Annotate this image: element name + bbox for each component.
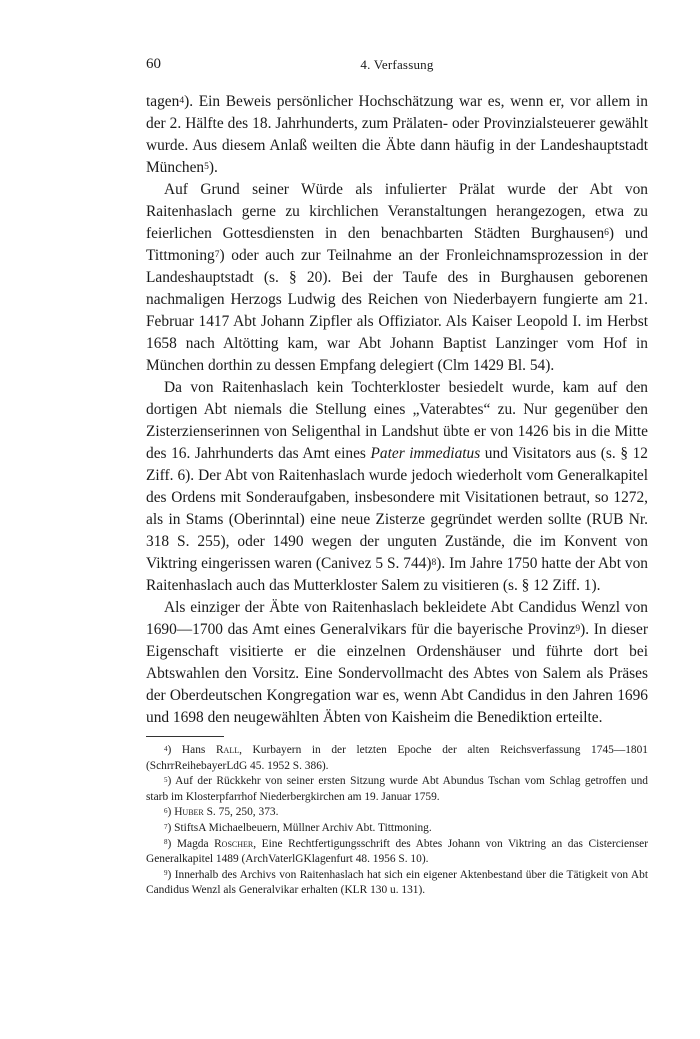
footnote [146, 868, 648, 899]
text-run: , Eine Rechtfertigungsschrift des Abtes Johann von Viktring an das Cistercienser Generalkapitel 1489 (ArchVaterlGKlagenfurt 48. 1956 S. 10). [146, 837, 648, 866]
page-number: 60 [146, 56, 161, 72]
author-name: Rall [215, 744, 240, 756]
text-run: ) und Tittmoning [146, 225, 649, 264]
footnote-marker: 6 [604, 226, 609, 238]
footnote [146, 821, 648, 837]
main-text [146, 91, 648, 899]
footnote-divider [146, 736, 224, 737]
text-run: Da von Raitenhaslach kein Tochterkloster besiedelt wurde, kam auf den dortigen Abt niemals die Stellung eines „Vaterabtes“ zu. Nur gegenüber den Zisterzienserinnen von Seligenthal in Landshut übte er von 1426 bis in die Mitte des 16. Jahrhunderts das Amt eines [146, 379, 648, 462]
footnote-marker: 4 [164, 744, 168, 753]
text-run: ). In dieser Eigenschaft visitierte er die einzelnen Ordenshäuser und führte dort bei Abtswahlen den Vorsitz. Eine Sondervollmacht des Abtes von Salem als Präses der Oberdeutschen Kongregation war es, wenn Abt Candidus in den Jahren 1696 und 1698 den neugewählten Äbten von Kaisheim die Benediktion erteilte. [146, 621, 648, 726]
footnote [146, 837, 648, 868]
footnote-marker: 5 [164, 775, 168, 784]
footnote [146, 774, 648, 805]
footnote-marker: 7 [214, 248, 220, 260]
author-name: Huber [174, 806, 204, 819]
text-run: ). Im Jahre 1750 hatte der Abt von Raitenhaslach auch das Mutterkloster Salem zu visitieren (s. § 12 Ziff. 1). [146, 555, 649, 594]
footnote [146, 805, 648, 821]
footnote-marker: 9 [164, 869, 168, 878]
text-run: , Kurbayern in der letzten Epoche der alten Reichsverfassung 1745—1801 (SchrrReihebayerLdG 45. 1952 S. 386). [146, 744, 649, 772]
text-run: ) StiftsA Michaelbeuern, Müllner Archiv Abt. Tittmoning. [167, 821, 432, 834]
footnote-marker: 9 [575, 622, 581, 634]
footnotes [146, 743, 648, 899]
author-name: Roscher [214, 837, 254, 850]
text-run: ). [208, 159, 218, 176]
italic-term: Pater immediatus [370, 445, 481, 462]
paragraph [146, 91, 648, 179]
footnote-marker: 8 [164, 838, 168, 847]
text-run: ) oder auch zur Teilnahme an der Fronleichnamsprozession in der Landeshauptstadt (s. § 20). Bei der Taufe des in Burghausen geborenen nachmaligen Herzogs Ludwig des Reichen von Niederbayern fungierte am 21. Februar 1417 Abt Johann Zipfler als Offiziator. Als Kaiser Leopold I. im Herbst 1658 nach Altötting kam, war Abt Johann Baptist Lanzinger vom Hof in München dorthin zu dessen Empfang delegiert (Clm 1429 Bl. 54). [146, 247, 648, 374]
text-run: und Visitators aus (s. § 12 Ziff. 6). Der Abt von Raitenhaslach wurde jedoch wiederholt vom Generalkapitel des Ordens mit Sonderaufgaben, insbesondere mit Visitationen betraut, so 1272, als in Stams (Oberinntal) eine neue Zisterze gegründet werden sollte (RUB Nr. 318 S. 255), oder 1490 wegen der unguten Zustände, die im Konvent von Viktring eingerissen waren (Canivez 5 S. 744) [146, 445, 648, 572]
footnote [146, 743, 648, 774]
footnote-marker: 8 [431, 556, 437, 568]
paragraph [146, 377, 648, 597]
text-run: ) Magda [167, 837, 215, 850]
footnote-marker: 6 [164, 806, 168, 815]
text-run: Auf Grund seiner Würde als infulierter Prälat wurde der Abt von Raitenhaslach gerne zu kirchlichen Veranstaltungen herangezogen, etwa zu feierlichen Gottesdiensten in den benachbarten Städten Burghausen [146, 181, 648, 242]
text-run: ). Ein Beweis persönlicher Hochschätzung war es, wenn er, vor allem in der 2. Hälfte des 18. Jahrhunderts, zum Prälaten- oder Provinzialsteuerer gewählt wurde. Aus diesem Anlaß weilten die Äbte dann häufig in der Landeshauptstadt München [146, 93, 648, 176]
paragraph [146, 597, 648, 729]
running-head [146, 56, 648, 76]
chapter-title: 4. Verfassung [360, 57, 434, 72]
text-run: Als einziger der Äbte von Raitenhaslach bekleidete Abt Candidus Wenzl von 1690—1700 das Amt eines Generalvikars für die bayerische Provinz [146, 599, 648, 638]
paragraph [146, 179, 648, 377]
text-run: tagen [146, 93, 180, 110]
text-run: ) Auf der Rückkehr von seiner ersten Sitzung wurde Abt Abundus Tschan vom Schlag getroffen und starb im Klosterpfarrhof Niederbergkirchen am 19. Januar 1759. [146, 775, 648, 803]
footnote-marker: 4 [179, 94, 185, 106]
text-run: S. 75, 250, 373. [203, 806, 279, 819]
footnote-marker: 7 [164, 822, 168, 831]
text-run: ) Innerhalb des Archivs von Raitenhaslach hat sich ein eigener Aktenbestand über die Tätigkeit von Abt Candidus Wenzl als Generalvikar erhalten (KLR 130 u. 131). [146, 868, 648, 897]
text-run: ) [167, 806, 175, 819]
text-run: ) Hans [167, 744, 216, 756]
footnote-marker: 5 [204, 160, 209, 172]
